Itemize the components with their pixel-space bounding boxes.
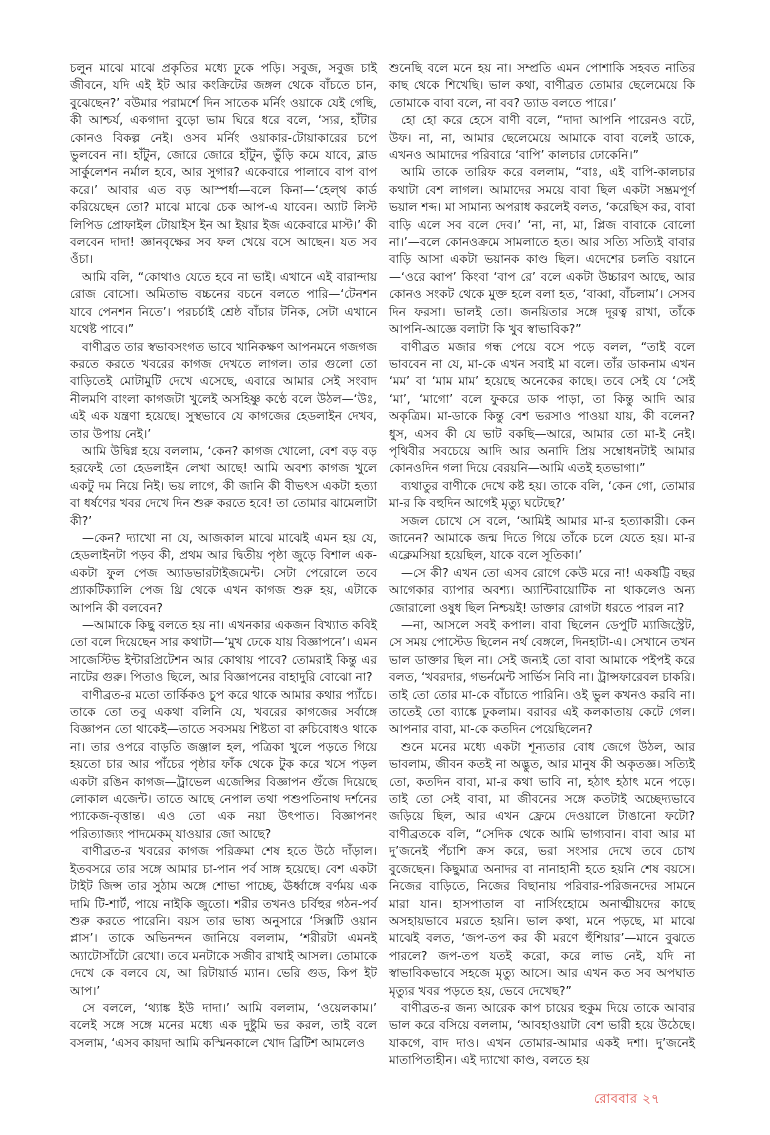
- paragraph: শুনে মনের মধ্যে একটা শূন্যতার বোধ জেগে উঠল, আর ভাবলাম, জীবন কতই না অদ্ভুত, আর মানুষ কী অকৃতজ্ঞ। সত্যিই তো, কতদিন বাবা, মা-র কথা ভাবি না, হঠাৎ হঠাৎ মনে পড়ে। তাই তো সেই বাবা, মা জীবনের সঙ্গে কতটাই অচ্ছেদ্যভাবে জড়িয়ে ছিল, আর এখন ফ্রেমে দেওয়ালে টাঙানো ফটো? বাণীব্রতকে বলি, “সেদিক থেকে আমি ভাগ্যবান। বাবা আর মা দু’জনেই পঁচাশি ক্রস করে, ভরা সংসার দেখে তবে চোখ বুজেছেন। কিছুমাত্র অনাদর বা নানাহানী হতে হয়নি শেষ বয়সে। নিজের বাড়িতে, নিজের বিছানায় পরিবার-পরিজনদের সামনে মারা যান। হাসপাতাল বা নার্সিংহোমে অনাত্মীয়দের কাছে অসহায়ভাবে মরতে হয়নি। ভাল কথা, মনে পড়ছে, মা মাঝে মাঝেই বলত, ‘জপ-তপ কর কী মরণে হুঁশিয়ার’—মানে বুঝতে পারলে? জপ-তপ যতই করো, করে লাভ নেই, যদি না স্বাভাবিকভাবে সহজে মৃত্যু আসে। আর এখন কত সব অপঘাত মৃত্যুর খবর পড়তে হয়, ভেবে দেখেছ?”: [389, 739, 695, 998]
- paragraph: চলুন মাঝে মাঝে প্রকৃতির মধ্যে ঢুকে পড়ি। সবুজ, সবুজ চাই জীবনে, যদি এই ইট আর কংক্রিটের জঙ্গল থেকে বাঁচতে চান, বুঝেছেন?’ বউমার পরামর্শে দিন সাতেক মর্নিং ওয়াকে যেই গেছি, কী আশ্চর্য, একগাদা বুড়ো ভাম ঘিরে ধরে বলে, ‘স্যর, হাঁটার কোনও বিকল্প নেই। ওসব মর্নিং ওয়াকার-টোয়াকারের চপে ভুলবেন না। হাঁটুন, জোরে জোরে হাঁটুন, ভুঁড়ি কমে যাবে, ব্লাড সার্কুলেশন নর্মাল হবে, আর সুগার? একেবারে পালাবে বাপ বাপ করে।’ আবার এত বড় আস্পর্ধা—বলে কিনা—‘হেল্থ কার্ড করিয়েছেন তো? মাঝে মাঝে চেক আপ-এ যাবেন। অ্যাট লিস্ট লিপিড প্রোফাইল টোয়াইস ইন আ ইয়ার ইজ একেবারে মাস্ট।’ কী বলবেন দাদা! জ্ঞানবৃক্ষের সব ফল খেয়ে বসে আছেন। যত সব ওঁচা।: [70, 61, 377, 267]
- paragraph: আমি উদ্বিগ্ন হয়ে বললাম, ‘কেন? কাগজ খোলো, বেশ বড় বড় হরফেই তো হেডলাইন লেখা আছে! আমি অবশ্য কাগজ খুলে একটু দম নিয়ে নিই। ভয় লাগে, কী জানি কী বীভৎস একটা হত্যা বা ধর্ষণের খবর দেখে দিন শুরু করতে হবে! তা তোমার ঝামেলাটা কী?’: [70, 443, 377, 528]
- right-column: [389, 60, 695, 1070]
- paragraph: বাণীব্রত-র মতো তার্কিকও চুপ করে থাকে আমার কথার প্যাঁচে। তাকে তো তবু একথা বলিনি যে, খবরের কাগজের সর্বাঙ্গে বিজ্ঞাপন তো থাকেই—তাতে সবসময় শিষ্টতা বা রুচিবোধও থাকে না। তার ওপরে বাড়তি জঞ্জাল হল, পত্রিকা খুলে পড়তে গিয়ে হয়তো চার আর পাঁচের পৃষ্ঠার ফাঁক থেকে টুক করে খসে পড়ল একটা রঙিন কাগজ—ট্রাভেল এজেন্সির বিজ্ঞাপন গুঁজে দিয়েছে লোকাল এজেন্ট। তাতে আছে নেপাল তথা পশুপতিনাথ দর্শনের প্যাকেজ-বৃত্তান্ত। এও তো এক নয়া উৎপাত। বিজ্ঞাপনং পরিত্যাজ্যং পাদমেকম্ যাওয়ার জো আছে?: [70, 687, 377, 841]
- paragraph: সে বললে, ‘থ্যাঙ্ক ইউ দাদা।’ আমি বললাম, ‘ওয়েলকাম।’ বলেই সঙ্গে সঙ্গে মনের মধ্যে এক দুষ্টুমি ভর করল, তাই বলে বসলাম, ‘এসব কায়দা আমি কস্মিনকালে খোদ ব্রিটিশ আমলেও: [70, 1000, 377, 1050]
- paragraph: —আমাকে কিছু বলতে হয় না। এখনকার একজন বিখ্যাত কবিই তো বলে দিয়েছেন সার কথাটা—‘মুখ ঢেকে যায় বিজ্ঞাপনে’। এমন সাজেস্টিভ ইন্টারপ্রিটেশন আর কোথায় পাবে? তোমরাই কিন্তু এর নাটের গুরু। পিতাও ছিলে, আর বিজ্ঞাপনের বাহাদুরি বোঝো না?: [70, 618, 377, 685]
- left-column: [70, 60, 377, 1052]
- paragraph: সজল চোখে সে বলে, ‘আমিই আমার মা-র হত্যাকারী। কেন জানেন? আমাকে জন্ম দিতে গিয়ে তাঁকে চলে যেতে হয়। মা-র এক্লেমসিয়া হয়েছিল, যাকে বলে সূতিকা।’: [389, 513, 695, 563]
- paragraph: —সে কী? এখন তো এসব রোগে কেউ মরে না! একষট্টি বছর আগেকার ব্যাপার অবশ্য। অ্যান্টিবায়োটিক না থাকলেও অন্য জোরালো ওষুধ ছিল নিশ্চয়ই! ডাক্তার রোগটা ধরতে পারল না?: [389, 565, 695, 615]
- page-footer: রোববার ২৭: [594, 1092, 661, 1107]
- paragraph: বাণীব্রত-র খবরের কাগজ পরিক্রমা শেষ হতে উঠে দাঁড়াল। ইতবসরে তার সঙ্গে আমার চা-পান পর্ব সাঙ্গ হয়েছে। বেশ একটা টাইট জিন্স তার সুঠাম অঙ্গে শোভা পাচ্ছে, ঊর্ধ্বাঙ্গে বর্ণময় এক দামি টি-শার্ট, পায়ে নাইকি জুতো। শরীর তখনও চর্বিহুর গঠন-পর্ব শুরু করতে পারেনি। বয়স তার ভাষ্য অনুসারে ‘সিক্সটি ওয়ান প্লাস’। তাকে অভিনন্দন জানিয়ে বললাম, ‘শরীরটা এমনই অ্যাটোসাঁটো রেখো। তবে মনটাকে সজীব রাখাই আসল। তোমাকে দেখে কে বলবে যে, আ রিটায়ার্ড ম্যান। ভেরি গুড, কিপ ইট আপ।’: [70, 844, 377, 998]
- paragraph: —কেন? দ্যাখো না যে, আজকাল মাঝে মাঝেই এমন হয় যে, হেডলাইনটা পড়ব কী, প্রথম আর দ্বিতীয় পৃষ্ঠা জুড়ে বিশাল এক-একটা ফুল পেজ অ্যাডভারটাইজমেন্ট। সেটা পেরোলে তবে প্র্যাকটিক্যালি পেজ থ্রি থেকে এখন কাগজ শুরু হয়, এটাকে আপনি কী বলবেন?: [70, 530, 377, 615]
- paragraph: ব্যথাতুর বাণীকে দেখে কষ্ট হয়। তাকে বলি, ‘কেন গো, তোমার মা-র কি বহুদিন আগেই মৃত্যু ঘটেছে?’: [389, 478, 695, 511]
- paragraph: হো হো করে হেসে বাণী বলে, “দাদা আপনি পারেনও বটে, উফ। না, না, আমার ছেলেমেয়ে আমাকে বাবা বলেই ডাকে, এখনও আমাদের পরিবারে ‘বাপি’ কালচার ঢোকেনি।”: [389, 113, 695, 163]
- paragraph: বাণীব্রত তার স্বভাবসংগত ভাবে খানিকক্ষণ আপনমনে গজগজ করতে করতে খবরের কাগজ দেখতে লাগল। তার গুলো তো বাড়িতেই মোটামুটি দেখে এসেছে, এবারে আমার সেই সংবাদ নীলমণি বাংলা কাগজটা খুলেই অসহিষ্ণু কণ্ঠে বলে উঠল—‘উঃ, এই এক যন্ত্রণা হয়েছে। সুস্থভাবে যে কাগজের হেডলাইন দেখব, তার উপায় নেই।’: [70, 339, 377, 441]
- paragraph: শুনেছি বলে মনে হয় না। সম্প্রতি এমন পোশাকি সহবত নাতির কাছ থেকে শিখেছি। ভাল কথা, বাণীব্রত তোমার ছেলেমেয়ে কি তোমাকে বাবা বলে, না বব? ড্যাড বলতে পারে।’: [389, 61, 695, 110]
- paragraph: —না, আসলে সবই কপাল। বাবা ছিলেন ডেপুটি ম্যাজিস্ট্রেট, সে সময় পোস্টেড ছিলেন নর্থ বেঙ্গলে, দিনহাটা-এ। সেখানে তখন ভাল ডাক্তার ছিল না। সেই জন্যই তো বাবা আমাকে পইপই করে বলত, ‘খবরদার, গভর্নমেন্ট সার্ভিস নিবি না। ট্রান্সফারেবল চাকরি। তাই তো তোর মা-কে বাঁচাতে পারিনি। ওই ভুল কখনও করবি না। তাতেই তো ব্যাঙ্কে ঢুকলাম। বরাবর এই কলকাতায় কেটে গেল। আপনার বাবা, মা-কে কতদিন পেয়েছিলেন?: [389, 618, 695, 737]
- paragraph: বাণীব্রত-র জন্য আরেক কাপ চায়ের হুকুম দিয়ে তাকে আবার ভাল করে বসিয়ে বললাম, ‘আবহাওয়াটা বেশ ভারী হয়ে উঠেছে। যাকগে, বাদ দাও। এখন তোমার-আমার একই দশা। দু’জনেই মাতাপিতাহীন। এই দ্যাখো কাণ্ড, বলতে হয়: [389, 1000, 695, 1068]
- paragraph: আমি তাকে তারিফ করে বললাম, “বাঃ, এই বাপি-কালচার কথাটা বেশ লাগল। আমাদের সময়ে বাবা ছিল একটা সম্ভ্রমপূর্ণ ভয়াল শব্দ। মা সামান্য অপরাধ করলেই বলত, ‘করেছিস কর, বাবা বাড়ি এলে সব বলে দেব।’ ‘না, না, মা, প্লিজ বাবাকে বোলো না।’—বলে কোনওক্রমে সামলাতে হত। আর সত্যি সত্যিই বাবার বাড়ি আসা একটা ভয়ানক কাণ্ড ছিল। এদেশের চলতি বয়ানে—‘ওরে ব্বাপ’ কিংবা ‘বাপ রে’ বলে একটা উচ্চারণ আছে, আর কোনও সংকট থেকে মুক্ত হলে বলা হত, ‘বাব্বা, বাঁচলাম’। সেসব দিন ফরসা। ভালই তো। জনয়িতার সঙ্গে দূরত্ব রাখা, তাঁকে আপনি-আজ্ঞে বলাটা কি খুব স্বাভাবিক?”: [389, 165, 695, 337]
- paragraph: বাণীব্রত মজার গন্ধ পেয়ে বসে পড়ে বলল, “তাই বলে ভাববেন না যে, মা-কে এখন সবাই মা বলে। তাঁর ডাকনাম এখন ‘মম’ বা ‘মাম মাম’ হয়েছে অনেকের কাছে। তবে সেই যে ‘সেই ‘মা’, ‘মাগো’ বলে ফুকরে ডাক পাড়া, তা কিন্তু আদি আর অকৃত্রিম। মা-ডাকে কিন্তু বেশ ভরসাও পাওয়া যায়, কী বলেন? ধুস, এসব কী যে ভাট বকছি—আরে, আমার তো মা-ই নেই। পৃথিবীর সবচেয়ে আদি আর অনাদি প্রিয় সম্বোধনটাই আমার কোনওদিন গলা দিয়ে বেরয়নি—আমি এতই হতভাগা।”: [389, 339, 695, 476]
- paragraph: আমি বলি, “কোথাও যেতে হবে না ভাই। এখানে এই বারান্দায় রোজ বোসো। অমিতাভ বচ্চনের বচনে বলতে পারি—‘টেনশন যাবে পেনশন নিতে’। পরচর্চাই শ্রেষ্ঠ বাঁচার টনিক, সেটা এখানে যথেষ্ট পাবে।”: [70, 269, 377, 337]
